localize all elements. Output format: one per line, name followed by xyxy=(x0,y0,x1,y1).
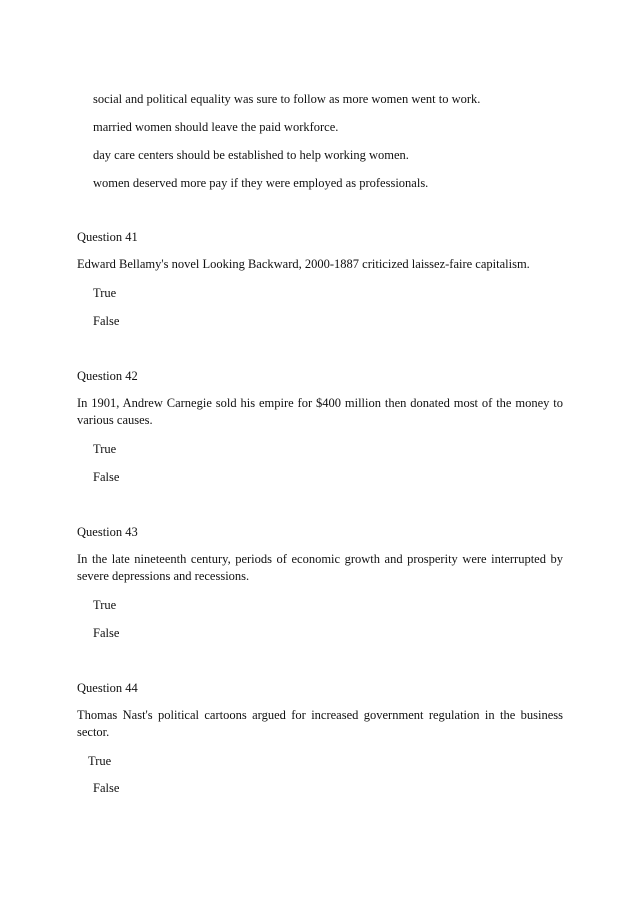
question-41-option-true: True xyxy=(93,286,117,300)
answer-option: women deserved more pay if they were employed as professionals. xyxy=(93,176,429,190)
answer-option: social and political equality was sure to follow as more women went to work. xyxy=(93,92,481,106)
answer-option: day care centers should be established to help working women. xyxy=(93,148,409,162)
question-44-label: Question 44 xyxy=(77,681,138,695)
question-43-text: In the late nineteenth century, periods of economic growth and prosperity were interrupted by severe depressions and recessions. xyxy=(77,552,563,583)
question-42-option-false: False xyxy=(93,470,120,484)
question-43-option-true: True xyxy=(93,598,117,612)
question-42-option-true: True xyxy=(93,442,117,456)
question-44-option-true: True xyxy=(88,754,112,768)
question-42-text: In 1901, Andrew Carnegie sold his empire for $400 million then donated most of the money to various causes. xyxy=(77,396,563,427)
question-44-option-false: False xyxy=(93,781,120,795)
question-41-label: Question 41 xyxy=(77,230,138,244)
question-41-option-false: False xyxy=(93,314,120,328)
question-43-label: Question 43 xyxy=(77,525,138,539)
answer-option: married women should leave the paid workforce. xyxy=(93,120,339,134)
question-44-text: Thomas Nast's political cartoons argued for increased government regulation in the business sector. xyxy=(77,708,563,739)
question-43-option-false: False xyxy=(93,626,120,640)
question-41-text: Edward Bellamy's novel Looking Backward, 2000-1887 criticized laissez-faire capitalism. xyxy=(77,257,530,271)
question-42-label: Question 42 xyxy=(77,369,138,383)
